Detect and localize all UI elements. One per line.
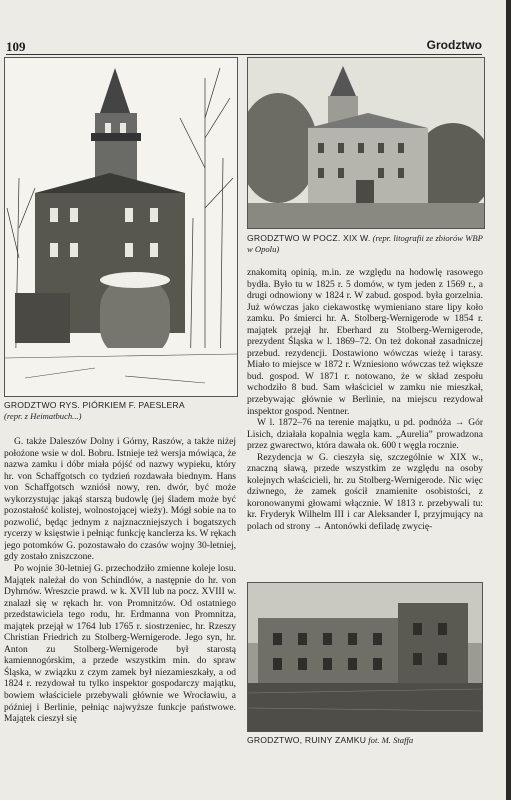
castle-pen-drawing [4,57,238,397]
caption-source: (repr. z Heimatbuch...) [4,411,82,421]
figure-caption-drawing [4,400,236,422]
caption-main: GRODZTWO W POCZ. XIX W. [247,233,371,243]
castle-ruins-photo [247,582,483,732]
caption-source: (repr. litografii ze zbiorów WBP w Opolu) [247,233,483,254]
castle-lithograph [247,57,485,229]
caption-source: fot. M. Staffa [368,735,414,745]
paragraph: Po wojnie 30-letniej G. przechodziło zmienne koleje losu. Majątek należał do von Schindlów, a następnie do hr. von Dyhrnów. Wreszcie prawd. w k. XVII lub na pocz. XVIII w. znalazł się w rękach hr. von Promnitzów. Od ostatniego przedstawiciela tego rodu, hr. Erdmanna von Promnitza, majątek przejął w 1764 lub 1765 r. siostrzeniec, hr. Rzeszy Christian Friedrich zu Stolberg-Wernigerode. Jego syn, hr. Anton zu Stolberg-Wernigerode był starostą kamiennogórskim, a przede wszystkim min. do spraw Śląska, w związku z czym zamek był niezamieszkały, a od 1824 r. rezydował tu tylko inspektor gospodarczy majątku, bowiem właściciele przebywali głównie we Wrocławiu, a później i Berlinie, pełniąc najwyższe funkcje państwowe. Majątek cieszył się [4,564,236,725]
right-text-column [247,268,483,570]
figure-caption-lithograph [247,233,483,255]
paragraph: znakomitą opinią, m.in. ze względu na hodowlę rasowego bydła. Było tu w 1825 r. 5 domów, w tym jeden z 1569 r., a drugi odnowiony w 1824 r. W zabud. gospod. była gorzelnia. Już wówczas jako ciekawostkę wymieniano stare lipy koło zamku. Po śmierci hr. A. Stolberg-Wernigerode w 1854 r. majątek przejął hr. Eberhard zu Stolberg-Wernigerode, prezydent Śląska w l. 1869–72. On też dokonał zasadniczej przebud. rezydencji. Dostawiono wówczas wieżę i tarasy. Miało to miejsce w 1872 r. Wzniesiono wówczas też większe bud. gospod. W 1871 r. notowano, że w skład zespołu wchodziło 8 bud. Sam właściciel w zamku nie mieszkał, przebywając głównie w Berlinie, na miejscu rezydował inspektor gospod. Nentner. [247,268,483,417]
header-rule [6,54,482,55]
paragraph: Rezydencja w G. cieszyła się, szczególnie w XIX w., znaczną sławą, przede wszystkim ze względu na osoby kolejnych właścicieli, hr. zu Stolberg-Wernigerode. Nic więc dziwnego, że zamek gościł znamienite osobistości, z koronowanymi głowami włącznie. W 1813 r. przebywali tu: kr. Fryderyk Wilhelm III i car Aleksander I, przyjmujący na polach od strony → Antonówki defiladę zwycię- [247,452,483,533]
running-title: Grodztwo [426,38,482,52]
caption-main: GRODZTWO RYS. PIÓRKIEM F. PAESLERA [4,400,185,410]
figure-caption-ruins [247,735,483,746]
paragraph: W l. 1872–76 na terenie majątku, u pd. podnóża → Gór Lisich, działała kopalnia węgla kam. „Aurelia” prowadzona przez gwarectwo, która dawała ok. 600 t węgla rocznie. [247,418,483,452]
page-number: 109 [6,39,26,54]
left-text-column [4,437,236,794]
caption-main: GRODZTWO, RUINY ZAMKU [247,735,367,745]
paragraph: G. także Daleszów Dolny i Górny, Raszów, a także niżej położone wsie w dol. Bobru. Istnieje też wersja mówiąca, że nazwa zamku i dóbr miała pójść od nazwy wypieku, który hr. von Schaffgotsch co tydzień rozdawała biednym. Hans von Schaffgotsch wzniósł nowy, ren. dwór, być może wykorzystując jakąś starszą budowlę (jej śladem może być pozostałość kolistej, wolnostojącej wieży). Mógł sobie na to pozwolić, będąc jednym z najznaczniejszych i bogatszych rycerzy w księstwie i pełniąc funkcję kanclerza ks. W rękach jego potomków G. pozostawało do czasów wojny 30-letniej, gdy zostało zniszczone. [4,437,236,563]
